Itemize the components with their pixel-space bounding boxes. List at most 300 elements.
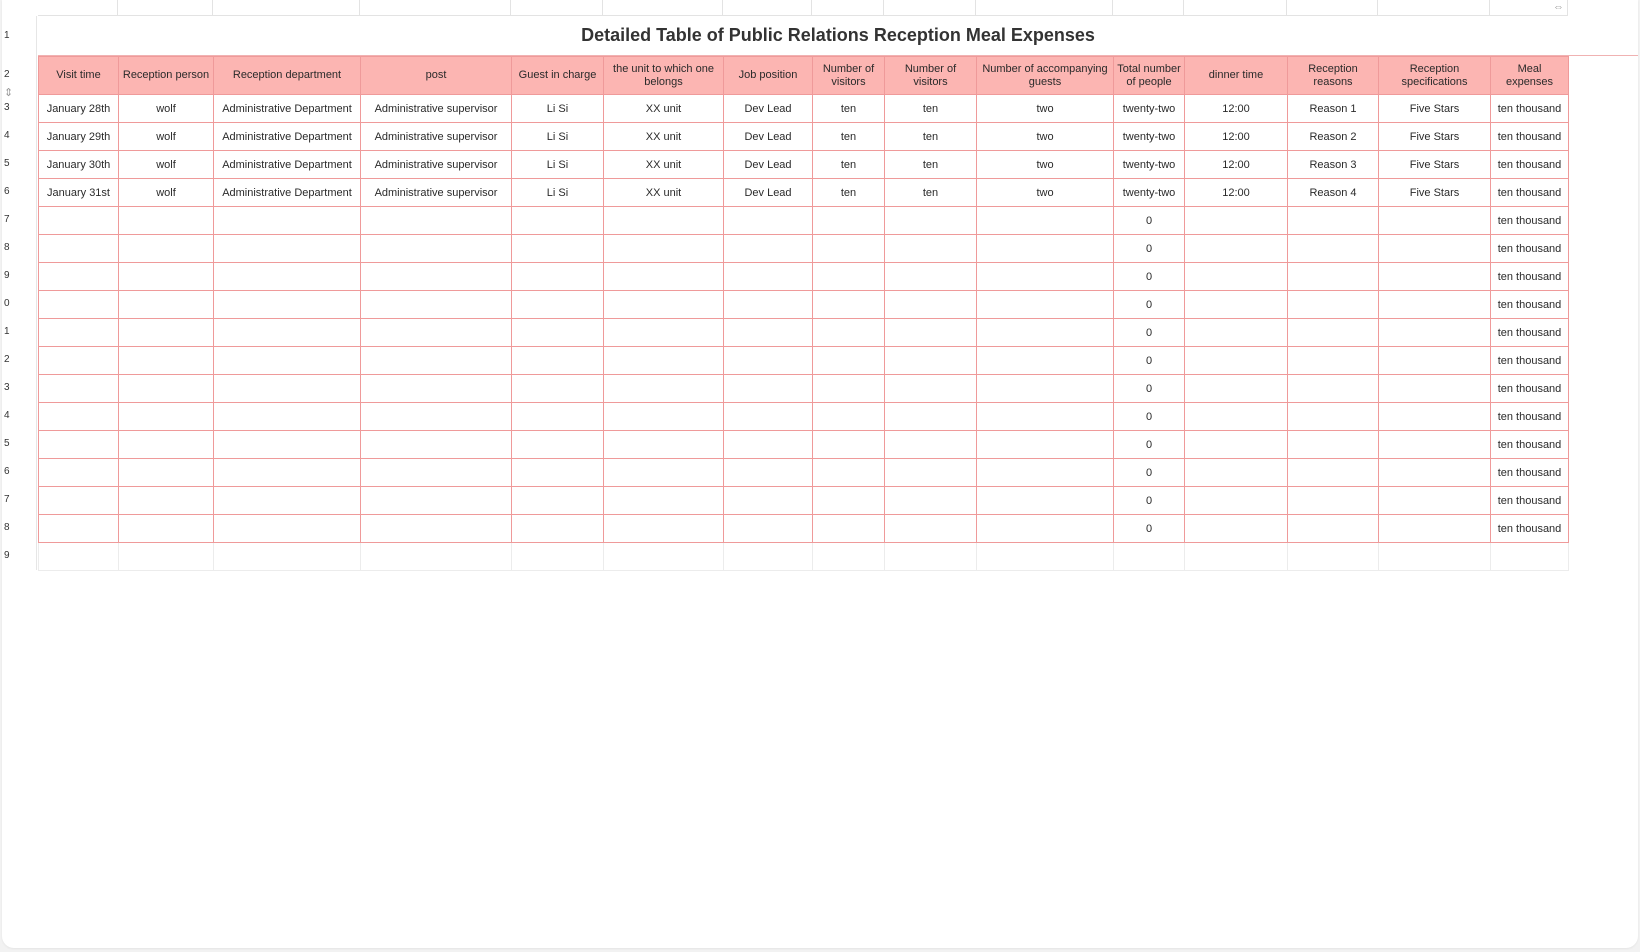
column-header[interactable]: Reception person	[119, 57, 214, 95]
table-cell[interactable]	[977, 515, 1114, 543]
table-cell[interactable]	[119, 543, 214, 571]
column-header[interactable]: Reception department	[214, 57, 361, 95]
table-cell[interactable]: 12:00	[1185, 179, 1288, 207]
row-number[interactable]: 1	[2, 318, 37, 346]
table-cell[interactable]	[361, 431, 512, 459]
table-cell[interactable]	[1379, 235, 1491, 263]
table-cell[interactable]	[1379, 403, 1491, 431]
table-cell[interactable]	[1185, 347, 1288, 375]
table-cell[interactable]	[813, 319, 885, 347]
table-cell[interactable]: 12:00	[1185, 151, 1288, 179]
table-cell[interactable]	[512, 207, 604, 235]
table-cell[interactable]	[977, 235, 1114, 263]
column-letter-cell[interactable]	[723, 0, 812, 16]
column-header[interactable]: Total number of people	[1114, 57, 1185, 95]
table-cell[interactable]	[813, 543, 885, 571]
column-header[interactable]: Visit time	[39, 57, 119, 95]
table-cell[interactable]	[214, 319, 361, 347]
table-cell[interactable]: XX unit	[604, 123, 724, 151]
table-cell[interactable]: twenty-two	[1114, 179, 1185, 207]
table-cell[interactable]: Li Si	[512, 151, 604, 179]
table-cell[interactable]: ten thousand	[1491, 291, 1569, 319]
table-cell[interactable]	[361, 319, 512, 347]
table-cell[interactable]: Administrative supervisor	[361, 123, 512, 151]
table-cell[interactable]: ten thousand	[1491, 123, 1569, 151]
column-letter-cell[interactable]	[812, 0, 884, 16]
table-cell[interactable]: Five Stars	[1379, 95, 1491, 123]
table-cell[interactable]	[1379, 375, 1491, 403]
column-letter-cell[interactable]	[360, 0, 511, 16]
table-cell[interactable]	[119, 487, 214, 515]
table-cell[interactable]	[885, 235, 977, 263]
row-number[interactable]: 7	[2, 206, 37, 234]
column-header[interactable]: Guest in charge	[512, 57, 604, 95]
table-cell[interactable]	[361, 263, 512, 291]
table-cell[interactable]: January 30th	[39, 151, 119, 179]
table-cell[interactable]	[977, 431, 1114, 459]
row-number[interactable]: 0	[2, 290, 37, 318]
table-cell[interactable]	[1185, 319, 1288, 347]
table-cell[interactable]	[214, 235, 361, 263]
table-cell[interactable]	[214, 263, 361, 291]
table-cell[interactable]	[604, 431, 724, 459]
table-cell[interactable]: Li Si	[512, 123, 604, 151]
row-number[interactable]: 9	[2, 542, 37, 570]
table-cell[interactable]	[724, 431, 813, 459]
table-cell[interactable]	[361, 375, 512, 403]
table-cell[interactable]	[1288, 487, 1379, 515]
table-cell[interactable]: Reason 4	[1288, 179, 1379, 207]
table-cell[interactable]	[512, 515, 604, 543]
table-cell[interactable]	[885, 487, 977, 515]
table-cell[interactable]	[119, 403, 214, 431]
column-header[interactable]: Job position	[724, 57, 813, 95]
table-cell[interactable]	[214, 207, 361, 235]
table-cell[interactable]	[214, 291, 361, 319]
table-cell[interactable]: 0	[1114, 515, 1185, 543]
table-cell[interactable]	[512, 431, 604, 459]
column-header[interactable]: post	[361, 57, 512, 95]
table-cell[interactable]: ten thousand	[1491, 207, 1569, 235]
table-cell[interactable]	[39, 403, 119, 431]
table-cell[interactable]	[361, 347, 512, 375]
table-cell[interactable]	[512, 403, 604, 431]
table-cell[interactable]	[885, 207, 977, 235]
table-cell[interactable]: Dev Lead	[724, 179, 813, 207]
table-cell[interactable]	[1185, 431, 1288, 459]
table-cell[interactable]	[604, 515, 724, 543]
table-cell[interactable]: wolf	[119, 95, 214, 123]
row-resize-icon[interactable]: ⇕	[4, 87, 14, 99]
table-cell[interactable]	[724, 291, 813, 319]
table-cell[interactable]	[512, 347, 604, 375]
column-letter-cell[interactable]	[38, 0, 118, 16]
table-cell[interactable]	[885, 375, 977, 403]
table-cell[interactable]	[1379, 207, 1491, 235]
table-cell[interactable]: two	[977, 179, 1114, 207]
table-cell[interactable]	[361, 487, 512, 515]
table-cell[interactable]	[214, 459, 361, 487]
table-cell[interactable]	[214, 403, 361, 431]
table-cell[interactable]	[39, 375, 119, 403]
table-cell[interactable]	[1185, 291, 1288, 319]
table-cell[interactable]: Dev Lead	[724, 95, 813, 123]
column-header[interactable]: Number of accompanying guests	[977, 57, 1114, 95]
table-cell[interactable]: ten thousand	[1491, 431, 1569, 459]
table-cell[interactable]	[1288, 431, 1379, 459]
table-cell[interactable]	[39, 347, 119, 375]
table-cell[interactable]	[885, 403, 977, 431]
row-number[interactable]: 3	[2, 94, 37, 122]
table-cell[interactable]	[1288, 207, 1379, 235]
table-cell[interactable]	[1379, 263, 1491, 291]
column-resize-icon[interactable]: ⇔	[1553, 1, 1564, 13]
row-number[interactable]: 1	[2, 16, 37, 56]
row-number[interactable]: 8	[2, 234, 37, 262]
table-cell[interactable]: two	[977, 151, 1114, 179]
table-cell[interactable]	[39, 431, 119, 459]
table-cell[interactable]: ten	[813, 151, 885, 179]
table-cell[interactable]: ten thousand	[1491, 179, 1569, 207]
table-cell[interactable]: XX unit	[604, 95, 724, 123]
table-cell[interactable]	[724, 403, 813, 431]
table-cell[interactable]	[214, 515, 361, 543]
table-cell[interactable]	[977, 263, 1114, 291]
table-cell[interactable]: Administrative Department	[214, 151, 361, 179]
table-cell[interactable]: two	[977, 95, 1114, 123]
column-letter-cell[interactable]	[1287, 0, 1378, 16]
table-cell[interactable]	[1185, 543, 1288, 571]
table-cell[interactable]	[604, 459, 724, 487]
table-cell[interactable]: Li Si	[512, 95, 604, 123]
table-cell[interactable]	[361, 235, 512, 263]
table-cell[interactable]	[813, 431, 885, 459]
table-cell[interactable]: ten thousand	[1491, 235, 1569, 263]
table-cell[interactable]	[1114, 543, 1185, 571]
table-cell[interactable]: wolf	[119, 151, 214, 179]
table-cell[interactable]: ten	[885, 151, 977, 179]
table-cell[interactable]: ten thousand	[1491, 151, 1569, 179]
table-cell[interactable]	[724, 375, 813, 403]
table-cell[interactable]: ten	[885, 95, 977, 123]
table-cell[interactable]: 0	[1114, 235, 1185, 263]
table-cell[interactable]	[39, 515, 119, 543]
table-cell[interactable]	[604, 375, 724, 403]
column-header[interactable]: Reception specifications	[1379, 57, 1491, 95]
table-cell[interactable]	[1379, 459, 1491, 487]
table-cell[interactable]	[885, 459, 977, 487]
table-cell[interactable]: ten	[813, 179, 885, 207]
table-cell[interactable]: 0	[1114, 347, 1185, 375]
table-cell[interactable]: ten	[885, 123, 977, 151]
table-cell[interactable]	[724, 235, 813, 263]
table-cell[interactable]	[361, 403, 512, 431]
table-cell[interactable]	[1185, 515, 1288, 543]
table-cell[interactable]: ten thousand	[1491, 95, 1569, 123]
table-cell[interactable]: 12:00	[1185, 95, 1288, 123]
column-header[interactable]: Number of visitors	[813, 57, 885, 95]
table-cell[interactable]	[39, 263, 119, 291]
table-cell[interactable]	[39, 487, 119, 515]
column-letter-cell[interactable]	[1113, 0, 1184, 16]
table-cell[interactable]	[361, 207, 512, 235]
column-header[interactable]: the unit to which one belongs	[604, 57, 724, 95]
table-cell[interactable]	[1379, 487, 1491, 515]
column-letter-cell[interactable]	[884, 0, 976, 16]
table-cell[interactable]	[1288, 291, 1379, 319]
table-cell[interactable]	[512, 263, 604, 291]
table-cell[interactable]	[885, 263, 977, 291]
column-letter-cell[interactable]	[1184, 0, 1287, 16]
table-cell[interactable]	[119, 263, 214, 291]
table-cell[interactable]: Administrative supervisor	[361, 95, 512, 123]
row-number[interactable]: 6	[2, 178, 37, 206]
row-number[interactable]: 5	[2, 430, 37, 458]
table-cell[interactable]: Li Si	[512, 179, 604, 207]
table-cell[interactable]: 0	[1114, 207, 1185, 235]
table-cell[interactable]	[885, 291, 977, 319]
table-cell[interactable]	[977, 347, 1114, 375]
table-cell[interactable]	[604, 347, 724, 375]
table-cell[interactable]	[1185, 403, 1288, 431]
table-cell[interactable]	[512, 319, 604, 347]
table-cell[interactable]	[1379, 347, 1491, 375]
table-cell[interactable]: ten thousand	[1491, 459, 1569, 487]
table-cell[interactable]	[813, 263, 885, 291]
table-cell[interactable]	[604, 487, 724, 515]
table-cell[interactable]	[39, 291, 119, 319]
table-cell[interactable]	[813, 207, 885, 235]
table-cell[interactable]	[512, 459, 604, 487]
column-letter-cell[interactable]	[976, 0, 1113, 16]
table-cell[interactable]	[813, 375, 885, 403]
table-cell[interactable]: 0	[1114, 291, 1185, 319]
table-cell[interactable]: 0	[1114, 403, 1185, 431]
table-cell[interactable]: 0	[1114, 431, 1185, 459]
table-cell[interactable]	[119, 375, 214, 403]
table-cell[interactable]	[724, 459, 813, 487]
row-number[interactable]: 2	[2, 56, 37, 94]
table-cell[interactable]	[512, 543, 604, 571]
table-cell[interactable]: Dev Lead	[724, 151, 813, 179]
table-cell[interactable]	[361, 291, 512, 319]
column-header[interactable]: dinner time	[1185, 57, 1288, 95]
table-cell[interactable]	[977, 291, 1114, 319]
table-cell[interactable]: 0	[1114, 487, 1185, 515]
table-cell[interactable]	[1288, 515, 1379, 543]
table-cell[interactable]	[119, 515, 214, 543]
table-cell[interactable]	[813, 235, 885, 263]
row-number[interactable]: 5	[2, 150, 37, 178]
table-cell[interactable]	[604, 235, 724, 263]
column-header[interactable]: Number of visitors	[885, 57, 977, 95]
table-cell[interactable]: two	[977, 123, 1114, 151]
table-cell[interactable]	[977, 403, 1114, 431]
table-cell[interactable]	[724, 487, 813, 515]
table-cell[interactable]	[512, 291, 604, 319]
table-cell[interactable]	[724, 207, 813, 235]
table-cell[interactable]	[604, 543, 724, 571]
column-header[interactable]: Meal expenses	[1491, 57, 1569, 95]
table-cell[interactable]	[885, 319, 977, 347]
table-cell[interactable]	[512, 375, 604, 403]
table-cell[interactable]: Reason 2	[1288, 123, 1379, 151]
table-cell[interactable]: 0	[1114, 263, 1185, 291]
table-cell[interactable]	[119, 207, 214, 235]
table-cell[interactable]	[813, 459, 885, 487]
table-cell[interactable]	[977, 487, 1114, 515]
table-cell[interactable]	[119, 235, 214, 263]
table-cell[interactable]: Administrative supervisor	[361, 151, 512, 179]
row-number[interactable]: 6	[2, 458, 37, 486]
table-cell[interactable]	[1288, 235, 1379, 263]
row-number[interactable]: 4	[2, 122, 37, 150]
table-cell[interactable]	[214, 375, 361, 403]
column-letter-cell[interactable]	[1378, 0, 1490, 16]
table-cell[interactable]	[1185, 487, 1288, 515]
table-cell[interactable]	[119, 319, 214, 347]
table-cell[interactable]	[724, 319, 813, 347]
table-cell[interactable]	[361, 459, 512, 487]
table-cell[interactable]: wolf	[119, 123, 214, 151]
table-cell[interactable]: Five Stars	[1379, 123, 1491, 151]
row-number[interactable]: 2	[2, 346, 37, 374]
table-cell[interactable]	[977, 375, 1114, 403]
table-cell[interactable]: January 31st	[39, 179, 119, 207]
row-number[interactable]: 8	[2, 514, 37, 542]
table-cell[interactable]	[724, 515, 813, 543]
table-cell[interactable]	[1379, 431, 1491, 459]
table-cell[interactable]	[39, 235, 119, 263]
table-cell[interactable]: ten thousand	[1491, 375, 1569, 403]
row-number[interactable]: 3	[2, 374, 37, 402]
table-cell[interactable]	[885, 543, 977, 571]
table-cell[interactable]: 0	[1114, 459, 1185, 487]
table-cell[interactable]	[39, 459, 119, 487]
table-cell[interactable]	[1491, 543, 1569, 571]
column-letter-cell[interactable]	[603, 0, 723, 16]
table-cell[interactable]	[1185, 207, 1288, 235]
table-cell[interactable]	[512, 487, 604, 515]
table-cell[interactable]: Reason 1	[1288, 95, 1379, 123]
table-cell[interactable]	[39, 543, 119, 571]
table-cell[interactable]	[214, 543, 361, 571]
table-cell[interactable]	[813, 487, 885, 515]
table-cell[interactable]: Administrative supervisor	[361, 179, 512, 207]
table-cell[interactable]	[724, 543, 813, 571]
table-cell[interactable]	[1185, 375, 1288, 403]
row-number[interactable]: 7	[2, 486, 37, 514]
table-cell[interactable]: twenty-two	[1114, 123, 1185, 151]
table-cell[interactable]	[977, 207, 1114, 235]
column-letter-cell[interactable]	[511, 0, 603, 16]
table-cell[interactable]	[813, 291, 885, 319]
table-cell[interactable]	[1288, 543, 1379, 571]
table-cell[interactable]	[1379, 543, 1491, 571]
table-cell[interactable]	[1288, 375, 1379, 403]
column-letter-cell[interactable]	[118, 0, 213, 16]
table-cell[interactable]	[1379, 319, 1491, 347]
table-cell[interactable]	[39, 319, 119, 347]
table-cell[interactable]	[119, 347, 214, 375]
table-cell[interactable]: Administrative Department	[214, 95, 361, 123]
table-cell[interactable]	[813, 515, 885, 543]
table-cell[interactable]: Administrative Department	[214, 123, 361, 151]
table-cell[interactable]	[1185, 235, 1288, 263]
table-cell[interactable]: ten thousand	[1491, 263, 1569, 291]
column-header[interactable]: Reception reasons	[1288, 57, 1379, 95]
table-cell[interactable]	[119, 459, 214, 487]
table-cell[interactable]	[1288, 459, 1379, 487]
table-cell[interactable]	[813, 403, 885, 431]
table-cell[interactable]	[604, 291, 724, 319]
table-cell[interactable]: twenty-two	[1114, 151, 1185, 179]
table-cell[interactable]	[885, 515, 977, 543]
table-cell[interactable]: Reason 3	[1288, 151, 1379, 179]
table-cell[interactable]	[1379, 515, 1491, 543]
sheet-title[interactable]: Detailed Table of Public Relations Reception Meal Expenses	[38, 16, 1638, 56]
table-cell[interactable]: XX unit	[604, 151, 724, 179]
table-cell[interactable]	[119, 431, 214, 459]
table-cell[interactable]	[604, 263, 724, 291]
table-cell[interactable]: ten thousand	[1491, 347, 1569, 375]
table-cell[interactable]	[361, 515, 512, 543]
table-cell[interactable]	[885, 347, 977, 375]
table-cell[interactable]	[724, 263, 813, 291]
table-cell[interactable]	[39, 207, 119, 235]
table-cell[interactable]	[977, 319, 1114, 347]
table-cell[interactable]	[361, 543, 512, 571]
table-cell[interactable]	[977, 459, 1114, 487]
table-cell[interactable]	[1185, 459, 1288, 487]
table-cell[interactable]: 0	[1114, 319, 1185, 347]
table-cell[interactable]: Five Stars	[1379, 151, 1491, 179]
table-cell[interactable]: Dev Lead	[724, 123, 813, 151]
table-cell[interactable]: January 28th	[39, 95, 119, 123]
table-cell[interactable]	[724, 347, 813, 375]
table-cell[interactable]	[119, 291, 214, 319]
table-cell[interactable]	[604, 403, 724, 431]
table-cell[interactable]: ten thousand	[1491, 515, 1569, 543]
table-cell[interactable]: twenty-two	[1114, 95, 1185, 123]
row-number[interactable]: 9	[2, 262, 37, 290]
table-cell[interactable]: ten thousand	[1491, 487, 1569, 515]
table-cell[interactable]: Five Stars	[1379, 179, 1491, 207]
table-cell[interactable]: ten	[885, 179, 977, 207]
table-cell[interactable]	[1288, 403, 1379, 431]
table-cell[interactable]	[1288, 347, 1379, 375]
table-cell[interactable]: Administrative Department	[214, 179, 361, 207]
column-letter-cell[interactable]	[213, 0, 360, 16]
table-cell[interactable]: ten thousand	[1491, 403, 1569, 431]
table-cell[interactable]: XX unit	[604, 179, 724, 207]
table-cell[interactable]	[813, 347, 885, 375]
table-cell[interactable]: ten	[813, 123, 885, 151]
table-cell[interactable]	[1288, 319, 1379, 347]
table-cell[interactable]	[512, 235, 604, 263]
table-cell[interactable]	[1379, 291, 1491, 319]
table-cell[interactable]: ten	[813, 95, 885, 123]
table-cell[interactable]: 0	[1114, 375, 1185, 403]
table-cell[interactable]	[885, 431, 977, 459]
table-cell[interactable]	[1288, 263, 1379, 291]
table-cell[interactable]	[214, 487, 361, 515]
table-cell[interactable]	[977, 543, 1114, 571]
table-cell[interactable]: ten thousand	[1491, 319, 1569, 347]
table-cell[interactable]	[1185, 263, 1288, 291]
table-cell[interactable]: 12:00	[1185, 123, 1288, 151]
table-cell[interactable]	[604, 207, 724, 235]
